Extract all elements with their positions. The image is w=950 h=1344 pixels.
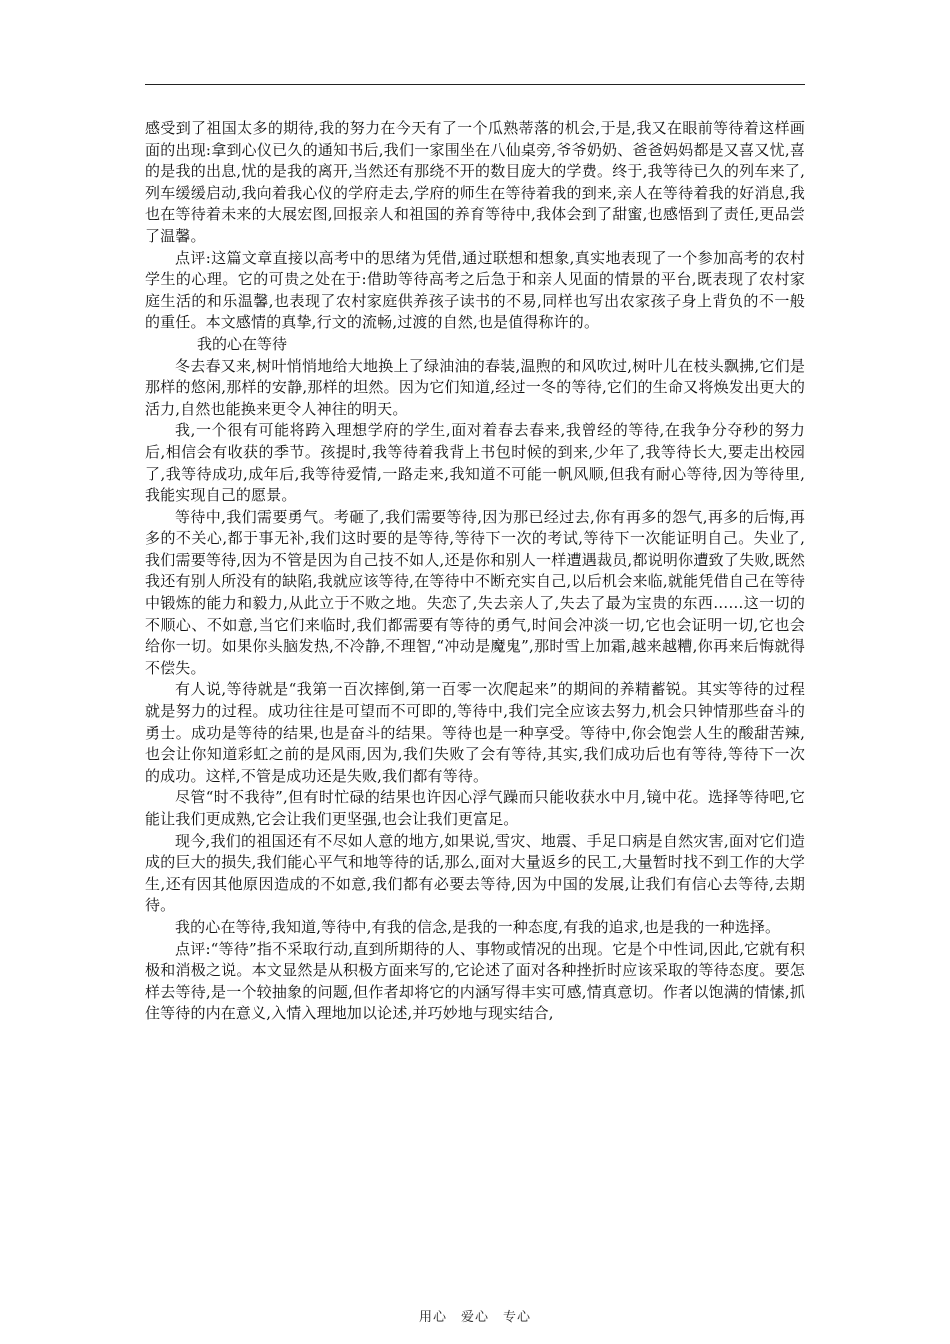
essay-paragraph-5: 尽管“时不我待”,但有时忙碌的结果也许因心浮气躁而只能收获水中月,镜中花。选择等待吧,它能让我们更成熟,它会让我们更坚强,也会让我们更富足。 [145, 788, 805, 828]
essay-paragraph-2: 我,一个很有可能将跨入理想学府的学生,面对着春去春来,我曾经的等待,在我争分夺秒的努力后,相信会有收获的季节。孩提时,我等待着我背上书包时候的到来,少年了,我等待长大,要走出校园了,我等待成功,成年后,我等待爱情,一路走来,我知道不可能一帆风顺,但我有耐心等待,因为等待里,我能实现自己的愿景。 [145, 421, 805, 505]
essay-paragraph-3: 等待中,我们需要勇气。考砸了,我们需要等待,因为那已经过去,你有再多的怨气,再多的后悔,再多的不关心,都于事无补,我们这时要的是等待,等待下一次的考试,等待下一次能证明自己。失业了,我们需要等待,因为不管是因为自己技不如人,还是你和别人一样遭遇裁员,都说明你遭致了失败,既然我还有别人所没有的缺陷,我就应该等待,在等待中不断充实自己,以后机会来临,就能凭借自己在等待中锻炼的能力和毅力,从此立于不败之地。失恋了,失去亲人了,失去了最为宝贵的东西……这一切的不顺心、不如意,当它们来临时,我们都需要有等待的勇气,时间会冲淡一切,它也会证明一切,它也会给你一切。如果你头脑发热,不冷静,不理智,“冲动是魔鬼”,那时雪上加霜,越来越糟,你再来后悔就得不偿失。 [145, 507, 805, 677]
paragraph-continued: 感受到了祖国太多的期待,我的努力在今天有了一个瓜熟蒂落的机会,于是,我又在眼前等待着这样画面的出现:拿到心仪已久的通知书后,我们一家围坐在八仙桌旁,爷爷奶奶、爸爸妈妈都是又喜又忧,喜的是我的出息,忧的是我的离开,当然还有那绕不开的数目庞大的学费。终于,我等待已久的列车来了,列车缓缓启动,我向着我心仪的学府走去,学府的师生在等待着我的到来,亲人在等待着我的好消息,我也在等待着未来的大展宏图,回报亲人和祖国的养育等待中,我体会到了甜蜜,也感悟到了责任,更品尝了温馨。 [145, 119, 805, 245]
document-body [145, 118, 805, 1025]
page-footer: 用心 爱心 专心 [418, 1310, 531, 1325]
essay-paragraph-6: 现今,我们的祖国还有不尽如人意的地方,如果说,雪灾、地震、手足口病是自然灾害,面对它们造成的巨大的损失,我们能心平气和地等待的话,那么,面对大量返乡的民工,大量暂时找不到工作的大学生,还有因其他原因造成的不如意,我们都有必要去等待,因为中国的发展,让我们有信心去等待,去期待。 [145, 831, 805, 915]
essay-paragraph-1: 冬去春又来,树叶悄悄地给大地换上了绿油油的春装,温煦的和风吹过,树叶儿在枝头飘拂,它们是那样的悠闲,那样的安静,那样的坦然。因为它们知道,经过一冬的等待,它们的生命又将焕发出更大的活力,自然也能换来更令人神往的明天。 [145, 356, 805, 418]
header-rule [145, 84, 805, 85]
paragraph-commentary-1: 点评:这篇文章直接以高考中的思绪为凭借,通过联想和想象,真实地表现了一个参加高考的农村学生的心理。它的可贵之处在于:借助等待高考之后急于和亲人见面的情景的平台,既表现了农村家庭生活的和乐温馨,也表现了农村家庭供养孩子读书的不易,同样也写出农家孩子身上背负的不一般的重任。本文感情的真挚,行文的流畅,过渡的自然,也是值得称许的。 [145, 248, 805, 332]
essay-paragraph-4: 有人说,等待就是“我第一百次摔倒,第一百零一次爬起来”的期间的养精蓄锐。其实等待的过程就是努力的过程。成功往往是可望而不可即的,等待中,我们完全应该去努力,机会只钟情那些奋斗的勇士。成功是等待的结果,也是奋斗的结果。等待也是一种享受。等待中,你会饱尝人生的酸甜苦辣,也会让你知道彩虹之前的是风雨,因为,我们失败了会有等待,其实,我们成功后也有等待,等待下一次的成功。这样,不管是成功还是失败,我们都有等待。 [145, 680, 805, 785]
paragraph-commentary-2: 点评:“等待”指不采取行动,直到所期待的人、事物或情况的出现。它是个中性词,因此,它就有积极和消极之说。本文显然是从积极方面来写的,它论述了面对各种挫折时应该采取的等待态度。要怎样去等待,是一个较抽象的问题,但作者却将它的内涵写得丰实可感,情真意切。作者以饱满的情愫,抓住等待的内在意义,入情入理地加以论述,并巧妙地与现实结合, [145, 939, 805, 1023]
essay-paragraph-7: 我的心在等待,我知道,等待中,有我的信念,是我的一种态度,有我的追求,也是我的一种选择。 [175, 917, 781, 936]
essay-title: 我的心在等待 [197, 334, 288, 353]
